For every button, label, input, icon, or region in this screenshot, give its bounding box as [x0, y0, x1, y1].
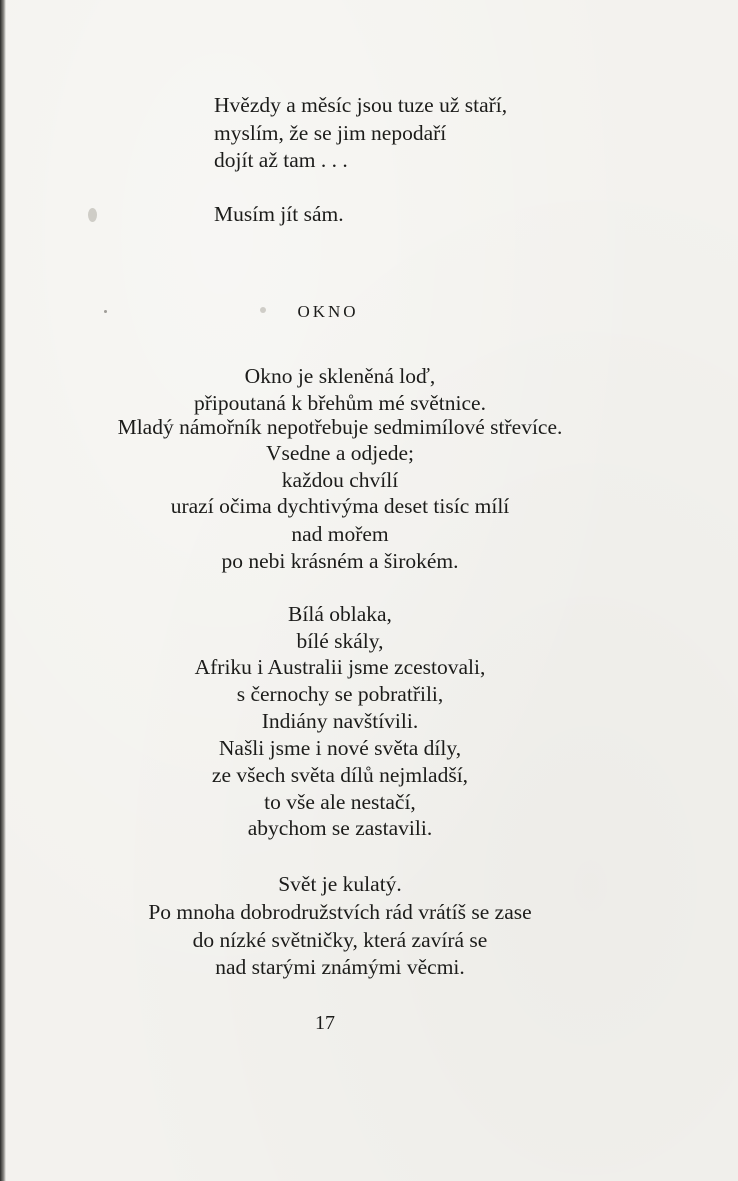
poem-line: každou chvílí: [281, 468, 399, 492]
poem-line: abychom se zastavili.: [247, 816, 433, 840]
paper-speck: [88, 208, 97, 222]
poem-line: Vsedne a odjede;: [265, 441, 415, 465]
poem-line: Indiány navštívili.: [261, 709, 419, 733]
poem-line: Hvězdy a měsíc jsou tuze už staří,: [214, 93, 508, 117]
poem-line: nad mořem: [291, 522, 389, 546]
poem-line: Našli jsme i nové světa díly,: [218, 736, 462, 760]
poem-line: urazí očima dychtivýma deset tisíc mílí: [170, 494, 510, 518]
poem-closing-line: Musím jít sám.: [214, 202, 344, 226]
poem-line: připoutaná k břehům mé světnice.: [194, 391, 486, 415]
poem-line: dojít až tam . . .: [214, 148, 348, 172]
poem-title: OKNO: [297, 302, 359, 321]
poem-line: to vše ale nestačí,: [264, 790, 416, 814]
poem-line: Afriku i Australii jsme zcestovali,: [194, 655, 486, 679]
poem-line: myslím, že se jim nepodaří: [214, 121, 447, 145]
page-number: 17: [315, 1012, 335, 1034]
poem-line: ze všech světa dílů nejmladší,: [211, 763, 469, 787]
poem-line: s černochy se pobratřili,: [236, 682, 444, 706]
poem-line: po nebi krásném a širokém.: [221, 549, 459, 573]
poem-line: Svět je kulatý.: [278, 872, 402, 896]
poem-line: nad starými známými věcmi.: [215, 955, 465, 979]
page-edge-shadow: [0, 0, 6, 1181]
poem-line: Bílá oblaka,: [288, 602, 392, 626]
poem-line: do nízké světničky, která zavírá se: [192, 928, 488, 952]
poem-line: Po mnoha dobrodružstvích rád vrátíš se zase: [148, 900, 532, 924]
poem-line: bílé skály,: [296, 629, 384, 653]
poem-line: Mladý námořník nepotřebuje sedmimílové střevíce.: [117, 415, 563, 439]
poem-line: Okno je skleněná loď,: [244, 364, 436, 388]
